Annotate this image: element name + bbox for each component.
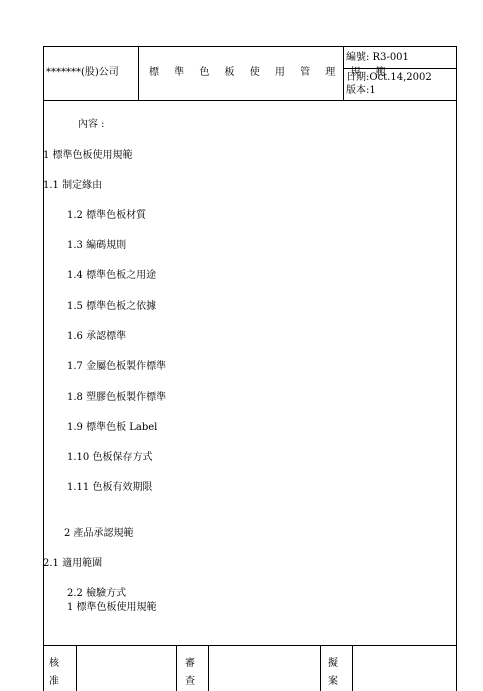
toc-item: 1.9 標準色板 Label [67,422,158,433]
toc-item: 1.8 塑膠色板製作標準 [67,392,167,403]
footer-divider-2 [176,645,177,691]
toc-item: 1.7 金屬色板製作標準 [67,361,167,372]
footer-divider-4 [320,645,321,691]
toc-item: 1.11 色板有效期限 [67,482,153,493]
toc-item: 2.1 適用範圍 [43,558,103,569]
toc-item: 1.3 編碼規則 [67,240,127,251]
document-date: 日期:Oct.14,2002 [346,72,432,83]
toc-item: 1.6 承認標準 [67,331,127,342]
document-number: 編號: R3-001 [346,52,409,63]
toc-item: 2.2 檢驗方式 [67,588,127,599]
toc-item: 1.5 標準色板之依據 [67,301,157,312]
footer-divider-1 [76,645,77,691]
document-title: 標 準 色 板 使 用 管 理 規 範 [149,67,392,78]
toc-item: 2 產品承認規範 [64,528,134,539]
toc-item: 1.10 色板保存方式 [67,452,153,463]
footer-divider-3 [208,645,209,691]
toc-item: 1.4 標準色板之用途 [67,270,157,281]
toc-item: 1 標準色板使用規範 [43,150,133,161]
review-label: 審查 [185,658,195,687]
company-name: *******(股)公司 [46,67,119,78]
toc-item: 1.2 標準色板材質 [67,210,147,221]
toc-item: 1.1 制定緣由 [43,180,103,191]
toc-item: 1 標準色板使用規範 [67,602,157,613]
contents-heading: 內容 : [78,119,105,130]
footer-divider-5 [352,645,353,691]
header-divider-1 [138,46,139,100]
header-bottom-rule [43,100,457,101]
approve-label: 核准 [49,658,59,687]
footer-top-rule [43,645,457,646]
document-version: 版本:1 [346,85,376,96]
draft-label: 擬案 [328,658,338,687]
